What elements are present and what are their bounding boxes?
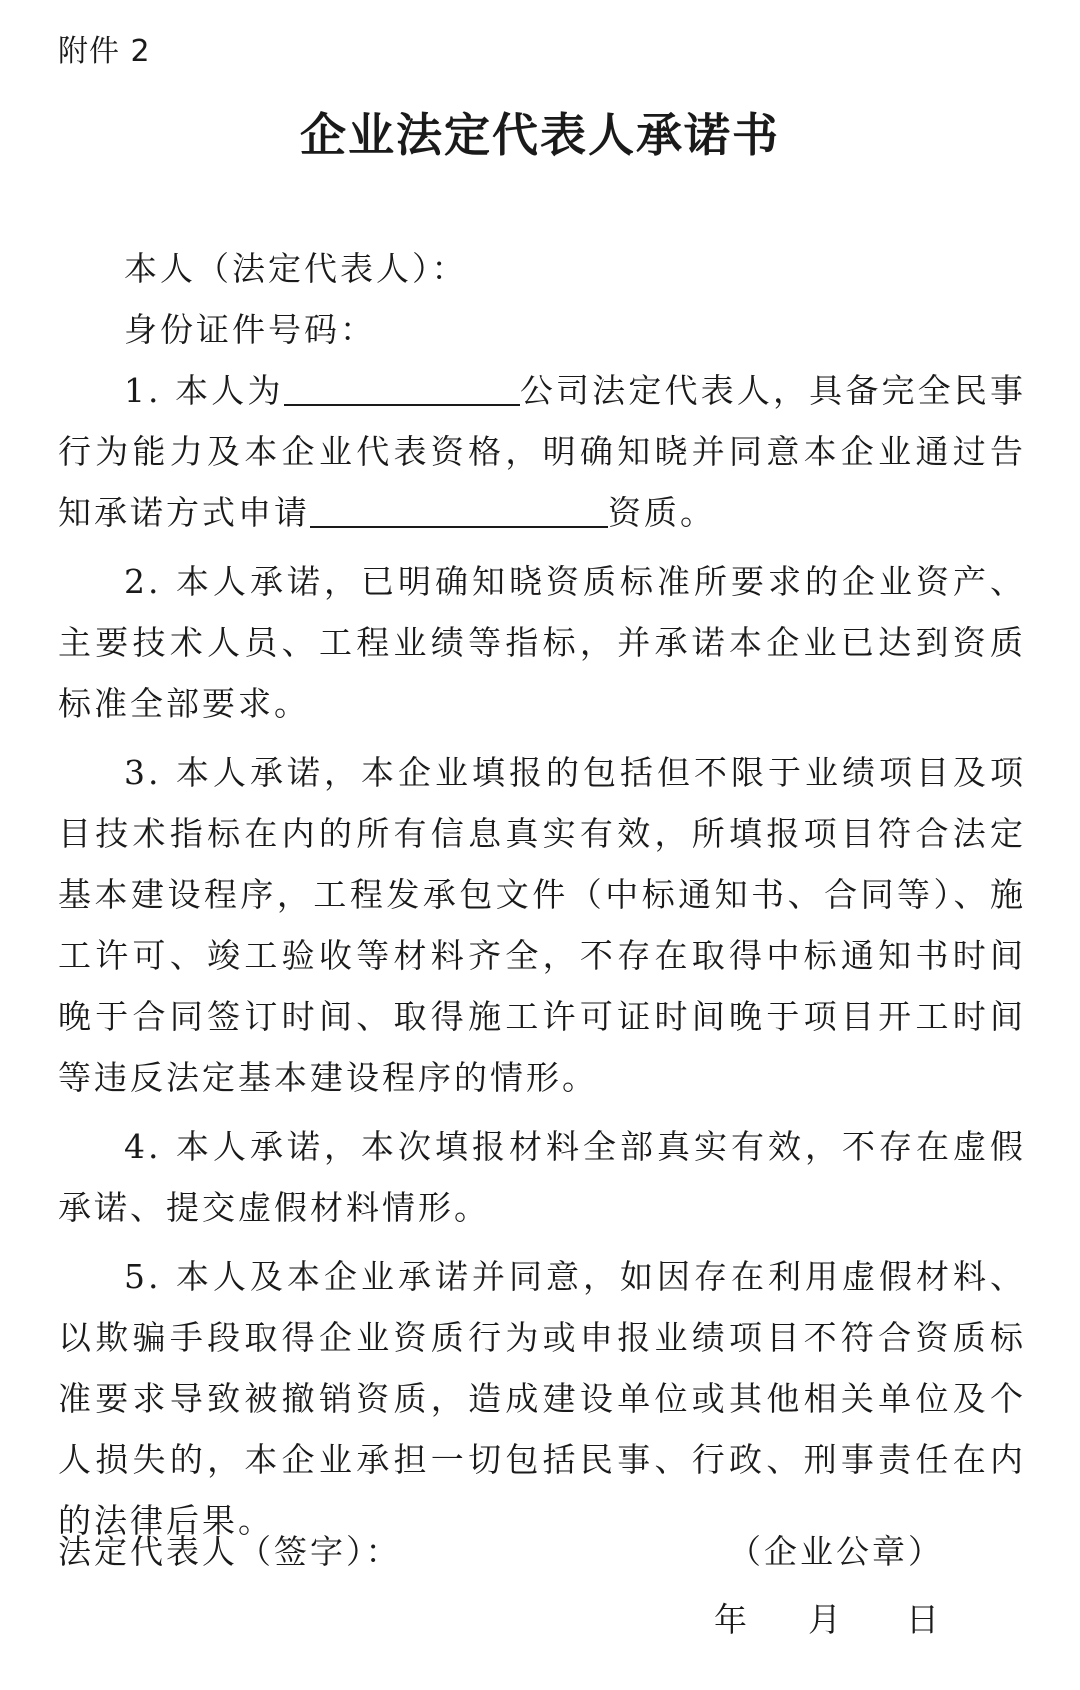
clause-1-end: 资质。 [608,493,716,532]
company-name-blank [284,370,520,406]
document-body [58,238,1026,1559]
date-month-label: 月 [808,1600,841,1639]
clause-1 [58,360,1026,543]
qualification-blank [310,492,608,528]
date-year-label: 年 [714,1600,747,1639]
clause-4: 4. 本人承诺，本次填报材料全部真实有效，不存在虚假承诺、提交虚假材料情形。 [58,1127,1026,1227]
clause-3: 3. 本人承诺，本企业填报的包括但不限于业绩项目及项目技术指标在内的所有信息真实有效，所填报项目符合法定基本建设程序，工程发承包文件（中标通知书、合同等）、施工许可、竣工验收等材料齐全，不存在取得中标通知书时间晚于合同签订时间、取得施工许可证时间晚于项目开工时间等违反法定基本建设程序的情形。 [58,753,1026,1097]
clause-5: 5. 本人及本企业承诺并同意，如因存在利用虚假材料、以欺骗手段取得企业资质行为或申报业绩项目不符合资质标准要求导致被撤销资质，造成建设单位或其他相关单位及个人损失的，本企业承担一切包括民事、行政、刑事责任在内的法律后果。 [58,1257,1026,1540]
clause-1-lead: 1. 本人为 [124,371,284,410]
signature-label: 法定代表人（签字）： [58,1532,402,1571]
attachment-label: 附件 2 [58,34,151,69]
id-number-field: 身份证件号码： [124,310,376,349]
document-title: 企业法定代表人承诺书 [300,108,780,162]
representative-field: 本人（法定代表人）： [124,249,468,288]
company-seal-label: （企业公章） [728,1532,944,1571]
clause-1-middle: 公司法定代表人，具备完全民事行为能力及本企业代表资格，明确知晓并同意本企业通过告知承诺方式申请 [58,371,1027,532]
clause-2: 2. 本人承诺，已明确知晓资质标准所要求的企业资产、主要技术人员、工程业绩等指标，并承诺本企业已达到资质标准全部要求。 [58,562,1026,723]
date-day-label: 日 [906,1600,939,1639]
